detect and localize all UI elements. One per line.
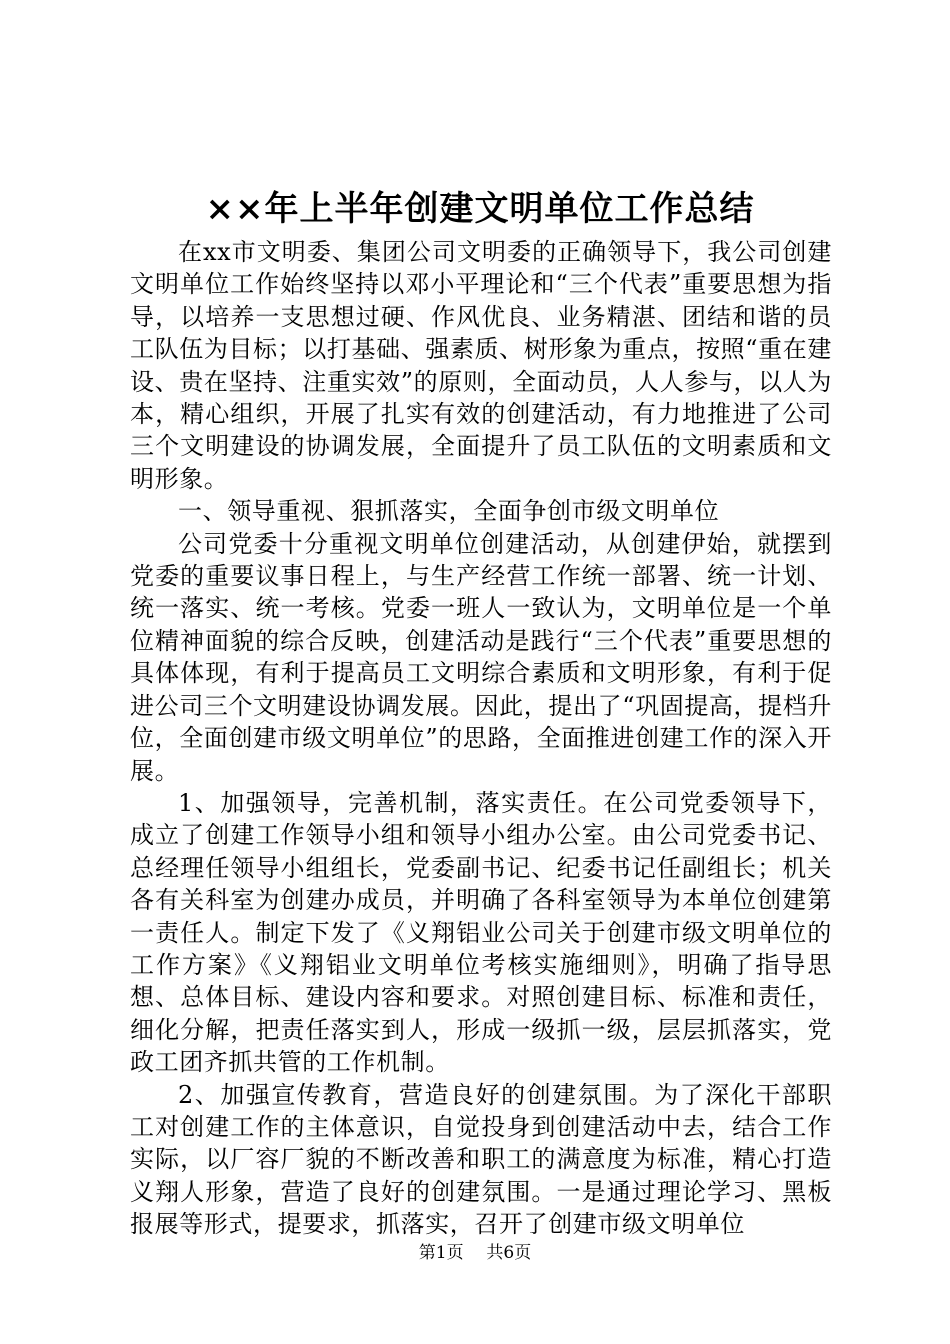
page-footer [0,1242,950,1264]
document-body [130,236,832,1241]
page-number: 第1页 [418,1243,464,1263]
document-title: ××年上半年创建文明单位工作总结 [205,189,755,229]
item-2-paragraph: 2、加强宣传教育，营造良好的创建氛围。为了深化干部职工对创建工作的主体意识，自觉投身到创建活动中去，结合工作实际，以厂容厂貌的不断改善和职工的满意度为标准，精心打造义翔人形象，营造了良好的创建氛围。一是通过理论学习、黑板报展等形式，提要求，抓落实，召开了创建市级文明单位 [130,1080,832,1239]
section-heading-1: 一、领导重视、狠抓落实，全面争创市级文明单位 [178,497,720,526]
intro-paragraph: 在xx市文明委、集团公司文明委的正确领导下，我公司创建文明单位工作始终坚持以邓小平理论和“三个代表”重要思想为指导，以培养一支思想过硬、作风优良、业务精湛、团结和谐的员工队伍为目标；以打基础、强素质、树形象为重点，按照“重在建设、贵在坚持、注重实效”的原则，全面动员，人人参与，以人为本，精心组织，开展了扎实有效的创建活动，有力地推进了公司三个文明建设的协调发展，全面提升了员工队伍的文明素质和文明形象。 [130,238,832,493]
section-1-paragraph: 公司党委十分重视文明单位创建活动，从创建伊始，就摆到党委的重要议事日程上，与生产经营工作统一部署、统一计划、统一落实、统一考核。党委一班人一致认为，文明单位是一个单位精神面貌的综合反映，创建活动是践行“三个代表”重要思想的具体体现，有利于提高员工文明综合素质和文明形象，有利于促进公司三个文明建设协调发展。因此，提出了“巩固提高，提档升位，全面创建市级文明单位”的思路，全面推进创建工作的深入开展。 [130,529,832,785]
total-pages: 共6页 [486,1243,532,1263]
item-1-paragraph: 1、加强领导，完善机制，落实责任。在公司党委领导下，成立了创建工作领导小组和领导小组办公室。由公司党委书记、总经理任领导小组组长，党委副书记、纪委书记任副组长；机关各有关科室为创建办成员，并明确了各科室领导为本单位创建第一责任人。制定下发了《义翔铝业公司关于创建市级文明单位的工作方案》《义翔铝业文明单位考核实施细则》，明确了指导思想、总体目标、建设内容和要求。对照创建目标、标准和责任，细化分解，把责任落实到人，形成一级抓一级，层层抓落实，党政工团齐抓共管的工作机制。 [130,788,832,1077]
